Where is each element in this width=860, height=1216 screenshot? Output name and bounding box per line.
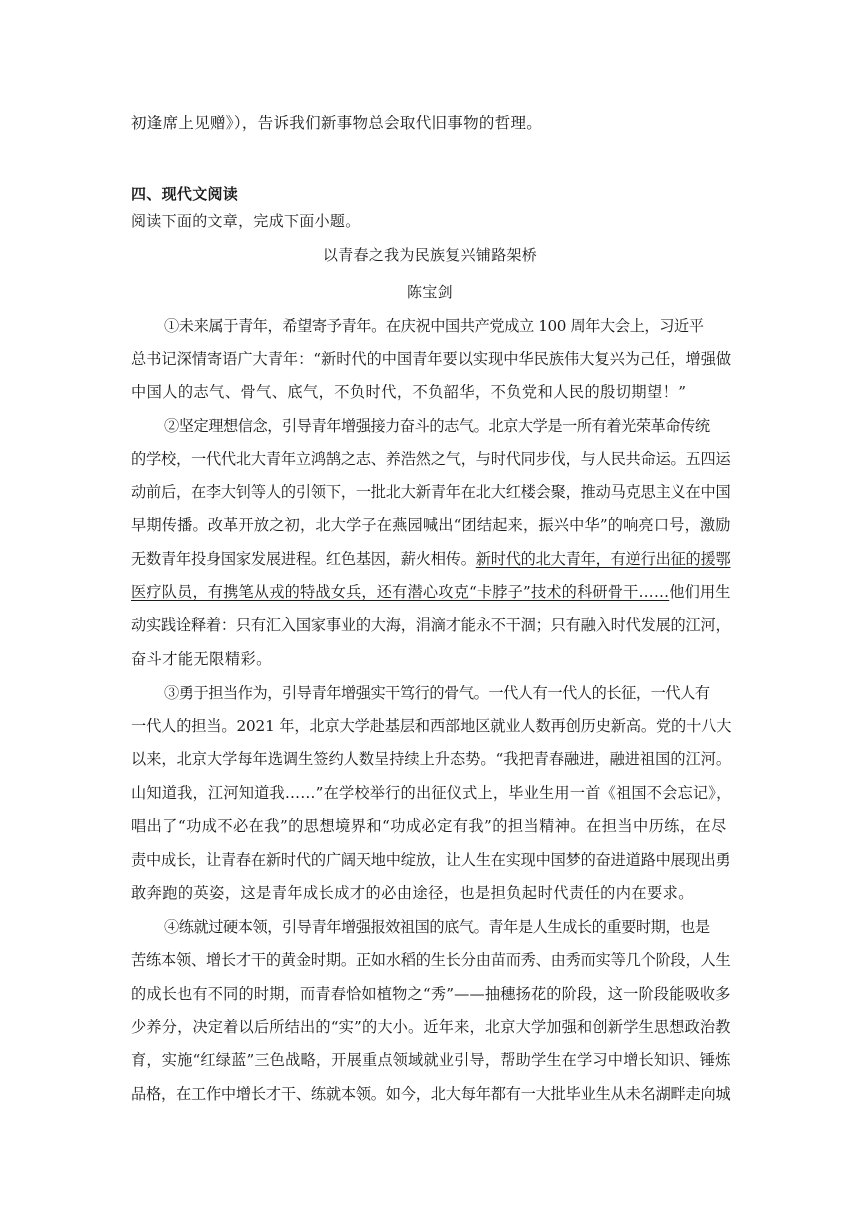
- paragraph-3-line: 敢奔跑的英姿，这是青年成长成才的必由途径，也是担负起时代责任的内在要求。: [131, 884, 694, 902]
- paragraph-2-line: [131, 549, 731, 569]
- instruction-text: 阅读下面的文章，完成下面小题。: [131, 212, 361, 230]
- paragraph-4-line: 育，实施“红绿蓝”三色战略，开展重点领域就业引导，帮助学生在学习中增长知识、锤炼: [131, 1051, 731, 1069]
- paragraph-1-line: ①未来属于青年，希望寄予青年。在庆祝中国共产党成立 100 周年大会上，习近平: [164, 317, 704, 335]
- paragraph-4-line: 少养分，决定着以后所结出的“实”的大小。近年来，北京大学加强和创新学生思想政治教: [131, 1018, 731, 1036]
- paragraph-2-line: ②坚定理想信念，引导青年增强接力奋斗的志气。北京大学是一所有着光荣革命传统: [164, 417, 710, 435]
- section-heading: 四、现代文阅读: [131, 185, 239, 203]
- underlined-sentence: 新时代的北大青年，有逆行出征的援鄂: [475, 550, 731, 568]
- paragraph-2-line: 动实践诠释着：只有汇入国家事业的大海，涓滴才能永不干涸；只有融入时代发展的江河，: [131, 616, 731, 634]
- paragraph-4-line: ④练就过硬本领，引导青年增强报效祖国的底气。青年是人生成长的重要时期，也是: [164, 918, 710, 936]
- paragraph-2-line: [131, 582, 731, 602]
- plain-text: 他们用生: [669, 583, 731, 601]
- paragraph-2-line: 动前后，在李大钊等人的引领下，一批北大新青年在北大红楼会聚，推动马克思主义在中国: [131, 483, 731, 501]
- paragraph-4-line: 品格，在工作中增长才干、练就本领。如今，北大每年都有一大批毕业生从未名湖畔走向城: [131, 1085, 731, 1103]
- paragraph-2-line: 的学校，一代代北大青年立鸿鹄之志、养浩然之气，与时代同步伐，与人民共命运。五四运: [131, 450, 731, 468]
- underlined-sentence: 医疗队员，有携笔从戎的特战女兵，还有潜心攻克“卡脖子”技术的科研骨干……: [131, 583, 670, 601]
- paragraph-4-line: 苦练本领、增长才干的黄金时期。正如水稻的生长分由苗而秀、由秀而实等几个阶段，人生: [131, 951, 731, 969]
- paragraph-2-line: 早期传播。改革开放之初，北大学子在燕园喊出“团结起来，振兴中华”的响亮口号，激励: [131, 516, 731, 534]
- article-author: 陈宝剑: [407, 283, 453, 301]
- paragraph-1-line: 中国人的志气、骨气、底气，不负时代，不负韶华，不负党和人民的殷切期望！”: [131, 383, 687, 401]
- paragraph-3-line: 山知道我，江河知道我……”在学校举行的出征仪式上，毕业生用一首《祖国不会忘记》，: [131, 784, 732, 802]
- article-title: 以青春之我为民族复兴铺路架桥: [322, 246, 538, 264]
- previous-answer-tail: 初逢席上见赠》），告诉我们新事物总会取代旧事物的哲理。: [131, 114, 543, 132]
- paragraph-2-line: 奋斗才能无限精彩。: [131, 650, 272, 668]
- paragraph-3-line: ③勇于担当作为，引导青年增强实干笃行的骨气。一代人有一代人的长征，一代人有: [164, 684, 710, 702]
- plain-text: 无数青年投身国家发展进程。红色基因，薪火相传。: [131, 550, 476, 568]
- paragraph-3-line: 唱出了“功成不必在我”的思想境界和“功成必定有我”的担当精神。在担当中历练，在尽: [131, 817, 727, 835]
- paragraph-3-line: 以来，北京大学每年选调生签约人数呈持续上升态势。“我把青春融进，融进祖国的江河。: [131, 750, 732, 768]
- paragraph-3-line: 一代人的担当。2021 年，北京大学赴基层和西部地区就业人数再创历史新高。党的十八大: [131, 717, 732, 735]
- paragraph-4-line: 的成长也有不同的时期，而青春恰如植物之“秀”——抽穗扬花的阶段，这一阶段能吸收多: [131, 985, 731, 1003]
- paragraph-1-line: 总书记深情寄语广大青年：“新时代的中国青年要以实现中华民族伟大复兴为己任，增强做: [131, 350, 732, 368]
- paragraph-3-line: 责中成长，让青春在新时代的广阔天地中绽放，让人生在实现中国梦的奋进道路中展现出勇: [131, 851, 731, 869]
